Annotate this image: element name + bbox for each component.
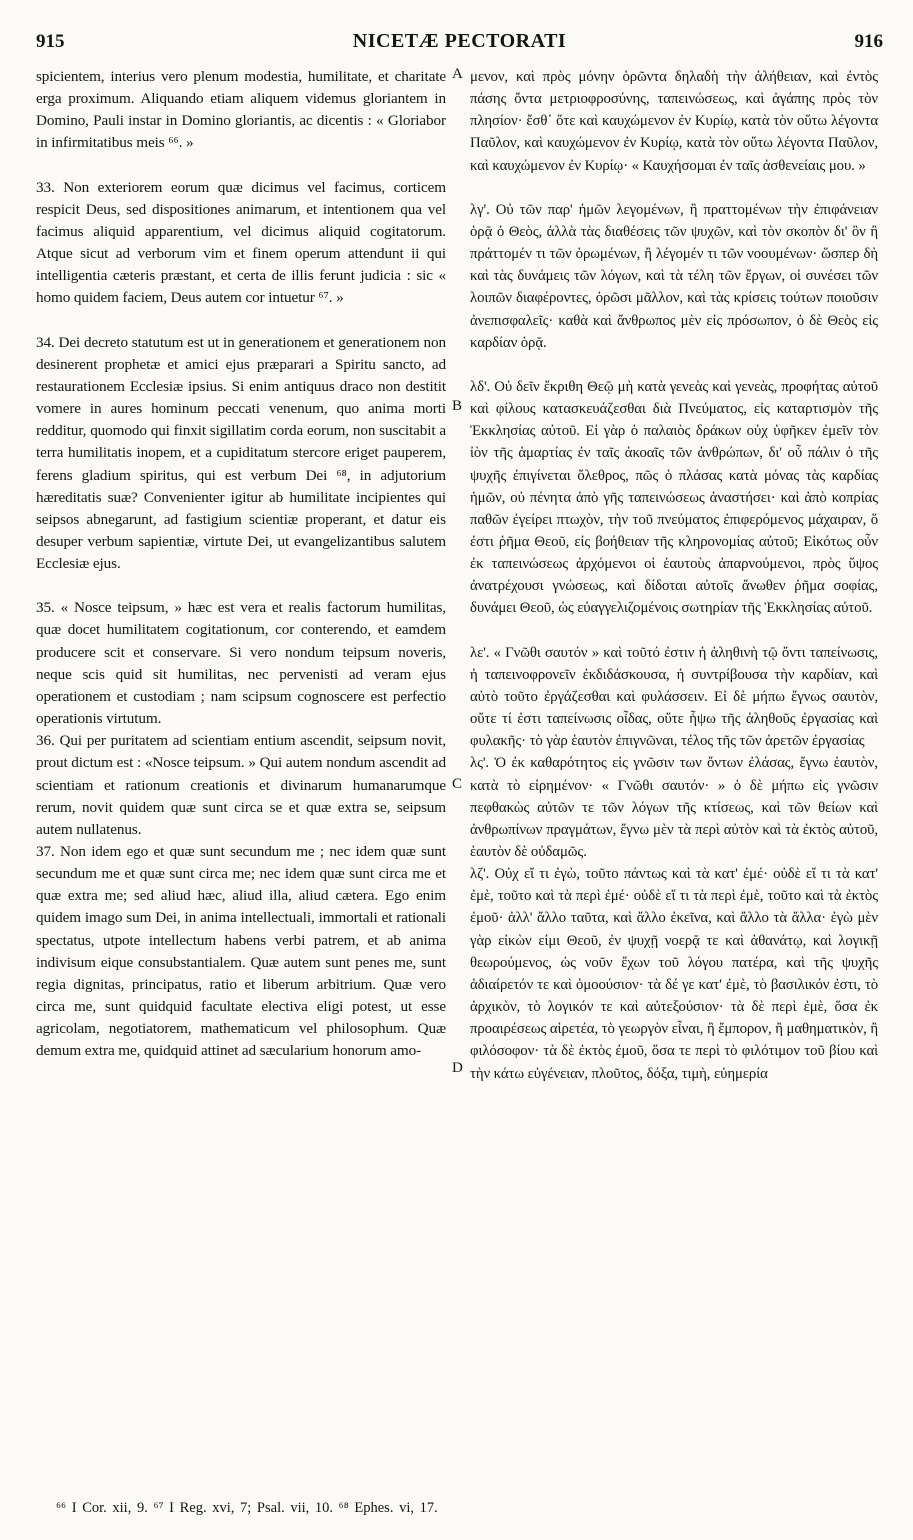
latin-paragraph: 35. « Nosce teipsum, » hæc est vera et realis factorum humilitas, quæ docet humilitatem cogitationum, cor conterendo, et eamdem producere scit et conservare. Si vero nondum teipsum noveris, neque scis quid sit humilitas, nec pervenisti ad veram ejus operationem et custodiam ; nam scipsum cognoscere est perfectio operationis virtutum. — [36, 599, 446, 728]
latin-paragraph: 37. Non idem ego et quæ sunt secundum me ; nec idem quæ sunt secundum me et quæ sunt circa me; nec idem quæ sunt circa me et quæ extra me; sed aliud hæc, aliud illa, aliud cætera. Ego enim quidem imago sum Dei, in anima intellectuali, immortali et rationali spectatus, utpote intellectum habens verbi patrem, et ab anima indivisum eique consubstantialem. Quæ autem sunt penes me, sunt regia dignitas, principatus, ratio et liberum arbitrium. Quæ vero circa me, sunt quidquid facultate electiva eligi potest, ut esse agricolam, negotiatorem, mathematicum vel philosophum. Quæ demum extra me, quidquid attinet ad sæcularium honorum amo- — [36, 843, 446, 1060]
greek-column — [470, 66, 878, 1085]
greek-paragraph: μενον, καὶ πρὸς μόνην ὁρῶντα δηλαδὴ τὴν ἀλήθειαν, καὶ ἐντὸς πάσης ὄντα μετριοφροσύνης, ταπεινώσεως, καὶ ἀγάπης πρὸς τὸν πλησίον· ἔσθ᾽ ὅτε καὶ καυχώμενον ἐν Κυρίῳ, κατὰ τὸν οὕτω λέγοντα Παῦλον, καὶ καυχώμενον ἐν Κυρίῳ, κατὰ τὸν οὕτω λέγοντα Παῦλον, καὶ καυχώμενον ἐν Κυρίῳ· « Καυχήσομαι ἐν ταῖς ἀσθενείαις μου. » — [470, 69, 878, 174]
margin-marker-d: D — [452, 1060, 463, 1076]
margin-marker-b: B — [452, 398, 463, 414]
right-page-number: 916 — [854, 31, 883, 52]
left-page-number: 915 — [36, 31, 65, 52]
greek-paragraph: λζ'. Οὐχ εἴ τι ἐγὼ, τοῦτο πάντως καὶ τὰ κατ' ἐμέ· οὐδὲ εἴ τι τὰ κατ' ἐμὲ, τοῦτο καὶ τὰ περὶ ἐμέ· οὐδὲ εἴ τι τὰ περὶ ἐμὲ, τοῦτο καὶ τὰ ἐκτὸς ἐμοῦ· ἀλλ' ἄλλο ταῦτα, καὶ ἄλλο ἐκεῖνα, καὶ ἄλλο τὰ ἄλλα· ἐγὼ μὲν γὰρ εἰκὼν εἰμι Θεοῦ, ἐν ψυχῇ νοερᾷ τε καὶ ἀθανάτῳ, καὶ λογικῇ θεωρούμενος, ὡς νοῦν ἔχων τοῦ λόγου πατέρα, καὶ τῆς ψυχῆς ἀδιαίρετόν τε καὶ ὁμοούσιον· τὰ δέ γε κατ' ἐμὲ, τὸ βασιλικόν ἐστι, τὸ ἀρχικὸν, τὸ λογικόν τε καὶ αὐτεξούσιον· τὰ δὲ περὶ ἐμὲ, ὅσα ἐκ προαιρέσεως αἱρετέα, τὸ γεωργὸν εἶναι, ἢ ἔμπορον, ἢ μαθηματικὸν, ἢ φιλόσοφον· τὰ δὲ ἐκτὸς ἐμοῦ, ὅσα τε περὶ τὸ φιλότιμον τοῦ βίου καὶ τὴν κάτω εὐγένειαν, πλοῦτος, δόξα, τιμὴ, εὐημερία — [470, 866, 878, 1082]
latin-paragraph: 36. Qui per puritatem ad scientiam entium ascendit, seipsum novit, prout dictum est : «Nosce teipsum. » Qui autem nondum ascendit ad scientiam et rationum creationis et divinarum humanarumque rerum, novit quidem quæ sunt circa se et quæ extra se, seipsum autem nullatenus. — [36, 732, 446, 838]
margin-marker-a: A — [452, 66, 463, 82]
latin-paragraph: spicientem, interius vero plenum modestia, humilitate, et charitate erga proximum. Aliquando etiam aliquem videmus gloriantem in Domino, Pauli instar in Domino gloriantis, ac dicentis : « Gloriabor in infirmitatibus meis ⁶⁶. » — [36, 68, 446, 152]
latin-paragraph: 33. Non exteriorem eorum quæ dicimus vel facimus, corticem respicit Deus, sed dispositiones animarum, et intentionem qua vel facimus aliquid apparentium, vel dicimus aliquid cogitatorum. Atque sicut ad verborum vim et finem operum attendunt ii qui intelligentia cæteris præstant, et certa de illis ferunt judicia : sic « homo quidem faciem, Deus autem cor intuetur ⁶⁷. » — [36, 178, 446, 307]
greek-paragraph: λγ'. Οὐ τῶν παρ' ἡμῶν λεγομένων, ἢ πραττομένων τὴν ἐπιφάνειαν ὁρᾷ ὁ Θεὸς, ἀλλὰ τὰς διαθέσεις τῶν ψυχῶν, καὶ τὸν σκοπὸν δι' ὃν ἢ πράττομέν τι τῶν ὁρωμένων, ἢ λέγομέν τι τῶν νοουμένων· ὥσπερ δὴ καὶ τὰς δυνάμεις τῶν λόγων, καὶ τὰ τέλη τῶν ἔργων, οἱ συνέσει τῶν λοιπῶν διαφέροντες, ὁρῶσι μᾶλλον, καὶ τὰς κρίσεις τούτων ποιοῦσιν ἀνεπισφαλεῖς· καθὰ καὶ ἄνθρωπος μὲν εἰς πρόσωπον, ὁ δὲ Θεὸς εἰς καρδίαν ὁρᾷ. — [470, 201, 878, 351]
greek-paragraph: λς'. Ὁ ἐκ καθαρότητος εἰς γνῶσιν των ὄντων ἐλάσας, ἔγνω ἑαυτὸν, κατὰ τὸ εἰρημένον· « Γνῶθι σαυτόν· » ὁ δὲ μήπω εἰς γνῶσιν πεφθακὼς αὐτῶν τε τῶν λόγων τῆς κτίσεως, καὶ τῶν θείων καὶ ἀνθρωπίνων πραγμάτων, ἔγνω μὲν τὰ περὶ αὐτὸν καὶ τὰ ἐκτὸς αὐτοῦ, ἑαυτὸν δὲ οὐδαμῶς. — [470, 755, 878, 860]
running-title: NICETÆ PECTORATI — [352, 30, 567, 52]
greek-paragraph: λδ'. Οὐ δεῖν ἔκριθη Θεῷ μὴ κατὰ γενεὰς καὶ γενεὰς, προφήτας αὐτοῦ καὶ φίλους κατασκευάζεσθαι διὰ Πνεύματος, εἰς καταρτισμὸν τῆς Ἐκκλησίας αὐτοῦ. Εἰ γὰρ ὁ παλαιὸς δράκων οὐχ ὑφῆκεν ἐμεῖν τὸν ἰὸν τῆς ἁμαρτίας ἐν ταῖς ἀκοαῖς τῶν ἀνθρώπων, δι' οὗ πάλιν ὁ τῆς ψυχῆς ἐπιγίνεται ὄλεθρος, πῶς ὁ πλάσας κατὰ μόνας τὰς καρδίας ἡμῶν, οὐ πένητα ἀπὸ γῆς ταπεινώσεως ἀναστήσει· καὶ ἀπὸ κοπρίας παθῶν ἐγείρει πτωχὸν, τὴν τοῦ πνεύματος ἐπιφερόμενος μάχαιραν, ὅ ἐστι ῥῆμα Θεοῦ, εἰς βοήθειαν τῆς κληρονομίας αὐτοῦ; Εἰκότως οὖν ἐκ ταπεινώσεως ἀρχόμενοι οἱ ἑαυτοὺς ἀπαρνούμενοι, πρὸς ὕψος ἀνατρέχουσι γνώσεως, καὶ δίδοται αὐτοῖς ἄνωθεν ῥῆμα σοφίας, δυνάμει Θεοῦ, ὡς εὐαγγελιζομένοις σωτηρίαν τῆς Ἐκκλησίας αὐτοῦ. — [470, 378, 878, 617]
greek-paragraph: λε'. « Γνῶθι σαυτόν » καὶ τοῦτό ἐστιν ἡ ἀληθινὴ τῷ ὄντι ταπείνωσις, ἡ ταπεινοφρονεῖν ἐκδιδάσκουσα, ἡ συντρίβουσα τὴν καρδίαν, καὶ αὐτὸ τοῦτο ἐργάζεσθαι καὶ φυλάσσειν. Εἰ δὲ μήπω ἔγνως σαυτὸν, οὔτε τί ἐστι ταπείνωσις οἶδας, οὔτε ἧψω τῆς ἀληθοῦς ἐργασίας καὶ φυλακῆς· τὸ γὰρ ἑαυτὸν ἐπιγνῶναι, τέλος τῆς τῶν ἀρετῶν ἐργασίας — [470, 644, 878, 750]
margin-marker-c: C — [452, 776, 463, 792]
footnotes: ⁶⁶ I Cor. xii, 9. ⁶⁷ I Reg. xvi, 7; Psal. vii, 10. ⁶⁸ Ephes. vi, 17. — [56, 1500, 438, 1516]
latin-paragraph: 34. Dei decreto statutum est ut in generationem et generationem non desinerent prophetæ et amici ejus præparari a Spiritu sancto, ad restaurationem Ecclesiæ ipsius. Si enim antiquus draco non destitit vomere in aures hominum peccati venenum, quo anima morti redditur, quomodo qui finxit sigillatim corda eorum, non suscitabit a terra humilitatis inopem, et a cupiditatum stercore eriget pauperem, ferens gladium spiritus, qui est verbum Dei ⁶⁸, in adjutorium hæreditatis suæ? Convenienter igitur ab humilitate incipientes qui seipsos abnegarunt, ad fastigium scientiæ properant, et datur eis desuper verbum sapientiæ, virtute Dei, ut evangelizantibus salutem Ecclesiæ ejus. — [36, 333, 446, 573]
latin-column — [36, 66, 446, 1063]
running-header — [36, 30, 883, 60]
